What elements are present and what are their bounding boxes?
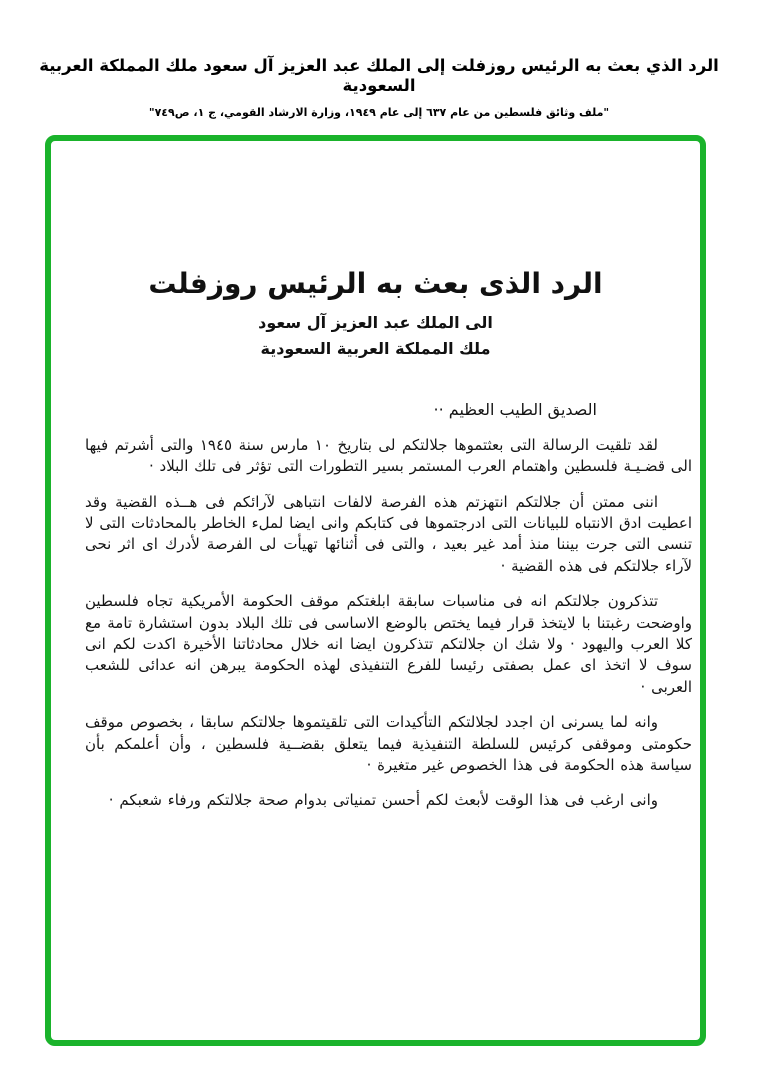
paragraph-3: تتذكرون جلالتكم انه فى مناسبات سابقة ابلغتكم موقف الحكومة الأمريكية تجاه فلسطين واوضحت رغبتنا با لايتخذ قرار فيما يختص بالوضع الاساسى فى تلك البلاد بدون استشارة تامة مع كلا العرب واليهود · ولا شك ان جلالتكم تتذكرون ايضا انه خلال محادثاتنا الأخيرة اكدت لكم انى سوف لا اتخذ اى عمل بصفتى رئيسا للفرع التنفيذى لهذه الحكومة يبرهن انه عدائى للشعب العربى · (85, 592, 692, 696)
paragraph-2: اننى ممتن أن جلالتكم انتهزتم هذه الفرصة لالفات انتباهى لآرائكم فى هــذه القضية وقد اعطيت ادق الانتباه للبيانات التى ادرجتموها فى كتابكم وانى ايضا لملء الخاطر بالمحادثات التى لا تنسى التى جرت بيننا منذ أمد غير بعيد ، والتى فى أثنائها تهيأت لى الفرصة لأدرك اى اثر نحى لآراء جلالتكم فى هذه القضية · (85, 492, 692, 575)
page-header (0, 56, 758, 119)
salutation: الصديق الطيب العظيم ·· (433, 400, 597, 419)
document-subtitle-recipient: الى الملك عبد العزيز آل سعود (258, 313, 493, 332)
document-subtitle-kingdom: ملك المملكة العربية السعودية (260, 339, 491, 358)
document-frame (45, 135, 706, 1046)
paragraph-1: لقد تلقيت الرسالة التى بعثتموها جلالتكم لى بتاريخ ١٠ مارس سنة ١٩٤٥ والتى أشرتم فيها الى قضـيـة فلسطين واهتمام العرب المستمر بسير التطورات التى تؤثر فى تلك البلاد · (85, 435, 692, 476)
paragraph-5: وانى ارغب فى هذا الوقت لأبعث لكم أحسن تمنياتى بدوام صحة جلالتكم ورفاء شعبكم · (108, 791, 658, 810)
document-title: الرد الذى بعث به الرئيس روزفلت (148, 267, 603, 300)
page-title: الرد الذي بعث به الرئيس روزفلت إلى الملك عبد العزيز آل سعود ملك المملكة العربية السعودية (39, 56, 719, 95)
source-citation: "ملف وثائق فلسطين من عام ٦٣٧ إلى عام ١٩٤٩، وزارة الارشاد القومي، ج ١، ص٧٤٩" (148, 105, 610, 119)
document-body (51, 400, 700, 812)
paragraph-4: وانه لما يسرنى ان اجدد لجلالتكم التأكيدات التى تلقيتموها جلالتكم سابقا ، بخصوص موقف حكومتى وموقفى كرئيس للسلطة التنفيذية فيما يتعلق بقضــية فلسطين ، وأن أعلمكم بأن سياسة هذه الحكومة فى هذا الخصوص غير متغيرة · (85, 713, 692, 775)
